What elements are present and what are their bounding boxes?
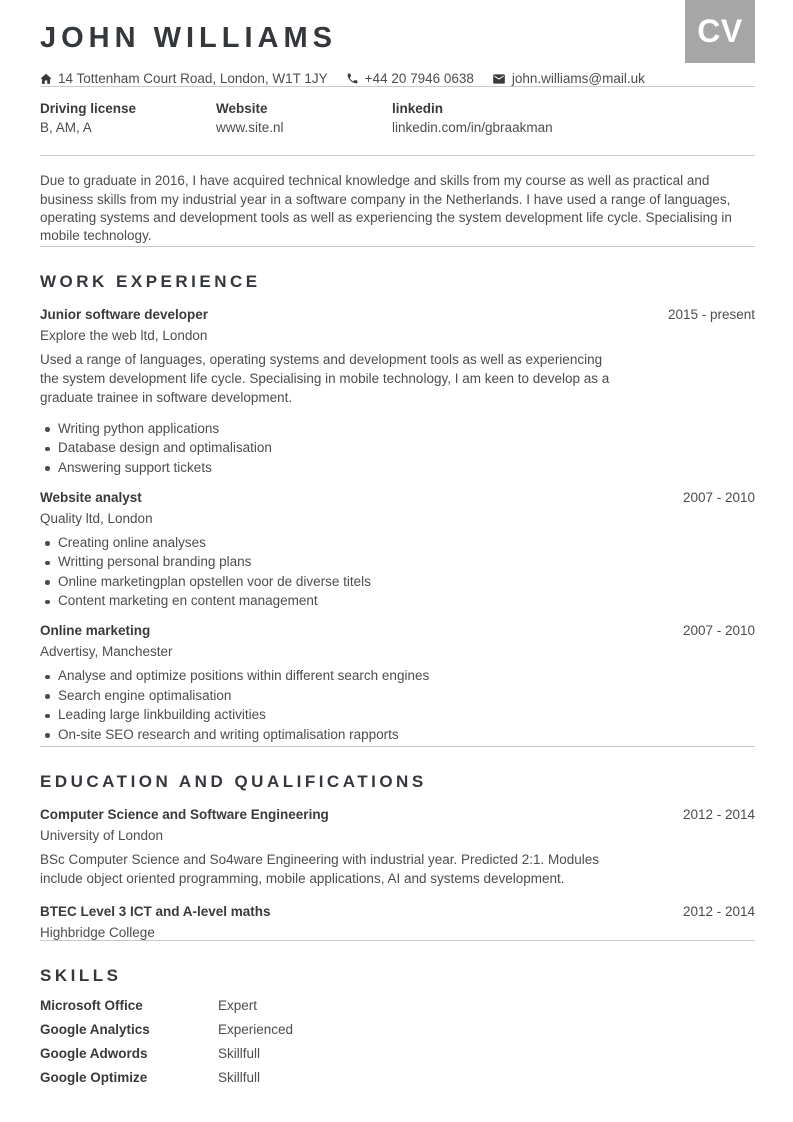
skill-level: Experienced	[218, 1022, 294, 1038]
detail-column	[40, 101, 216, 135]
bullet-item: Writting personal branding plans	[40, 554, 755, 569]
skill-row	[40, 1070, 755, 1085]
education-entry	[40, 807, 755, 889]
bullet-item: On-site SEO research and writing optimalisation rapports	[40, 727, 755, 742]
profile-summary: Due to graduate in 2016, I have acquired technical knowledge and skills from my course as well as practical and business skills from my industrial year in a software company in the Netherlands. I have used a range of languages, operating systems and development tools as well as experiencing the system development life cycle. Specialising in mobile technology.	[40, 173, 732, 244]
bullet-item: Online marketingplan opstellen voor de diverse titels	[40, 574, 755, 589]
home-icon	[40, 73, 52, 85]
detail-label: linkedin	[392, 101, 444, 117]
cv-logo-text: CV	[697, 13, 743, 49]
job-period: 2015 - present	[667, 306, 755, 322]
education-period: 2012 - 2014	[682, 807, 755, 823]
bullet-item: Content marketing en content management	[40, 593, 755, 608]
job-title-row	[40, 490, 755, 505]
education-period: 2012 - 2014	[682, 904, 755, 920]
detail-label: Website	[216, 101, 268, 117]
job-title: Junior software developer	[40, 306, 209, 322]
job-period: 2007 - 2010	[682, 623, 755, 639]
job-company: Explore the web ltd, London	[40, 327, 208, 343]
divider	[40, 155, 755, 156]
phone-icon	[346, 72, 359, 85]
job-bullets	[40, 421, 755, 475]
education-degree: Computer Science and Software Engineering	[40, 807, 329, 823]
detail-value: linkedin.com/in/gbraakman	[392, 120, 553, 136]
job-title: Website analyst	[40, 489, 142, 505]
skills-list	[40, 998, 755, 1085]
contact-row	[40, 71, 755, 86]
education-description: BSc Computer Science and So4ware Engineering with industrial year. Predicted 2:1. Modules include object oriented programming, mobile applications, AI and systems development.	[40, 852, 600, 887]
job-entry	[40, 623, 755, 742]
contact-email	[492, 71, 645, 86]
contact-phone	[346, 71, 474, 86]
divider	[40, 86, 755, 87]
divider	[40, 746, 755, 747]
detail-label: Driving license	[40, 101, 137, 117]
education-school: University of London	[40, 828, 164, 844]
contact-email-text: john.williams@mail.uk	[511, 71, 645, 87]
skill-name: Google Adwords	[40, 1046, 148, 1062]
skill-level: Skillfull	[218, 1070, 261, 1086]
education-title-row	[40, 904, 755, 919]
job-bullets	[40, 535, 755, 609]
skill-row	[40, 998, 755, 1013]
education-title-row	[40, 807, 755, 822]
contact-address-text: 14 Tottenham Court Road, London, W1T 1JY	[58, 71, 328, 87]
bullet-item: Leading large linkbuilding activities	[40, 707, 755, 722]
detail-value: B, AM, A	[40, 120, 92, 136]
bullet-item: Writing python applications	[40, 421, 755, 436]
skill-name: Google Optimize	[40, 1070, 148, 1086]
person-name: JOHN WILLIAMS	[40, 22, 337, 54]
education-list	[40, 807, 755, 940]
education-entry	[40, 904, 755, 940]
bullet-item: Creating online analyses	[40, 535, 755, 550]
envelope-icon	[492, 72, 506, 86]
job-list	[40, 307, 755, 742]
detail-column	[392, 101, 568, 135]
skill-name: Microsoft Office	[40, 998, 143, 1014]
skill-row	[40, 1046, 755, 1061]
cv-header	[40, 13, 755, 87]
bullet-item: Analyse and optimize positions within different search engines	[40, 668, 755, 683]
job-company: Advertisy, Manchester	[40, 644, 173, 660]
job-title-row	[40, 307, 755, 322]
work-experience-title: WORK EXPERIENCE	[40, 271, 261, 291]
job-title: Online marketing	[40, 623, 151, 639]
divider	[40, 940, 755, 941]
skills-title: SKILLS	[40, 966, 122, 986]
skill-name: Google Analytics	[40, 1022, 150, 1038]
job-entry	[40, 490, 755, 609]
skill-row	[40, 1022, 755, 1037]
skills-section	[40, 966, 755, 1085]
job-title-row	[40, 623, 755, 638]
details-row	[40, 101, 755, 135]
skill-level: Expert	[218, 998, 258, 1014]
job-description: Used a range of languages, operating systems and development tools as well as experiencing the system development life cycle. Specialising in mobile technology, I am keen to develop as a graduate trainee in software development.	[40, 351, 610, 405]
detail-value: www.site.nl	[216, 120, 284, 136]
work-experience-section	[40, 272, 755, 742]
bullet-item: Database design and optimalisation	[40, 440, 755, 455]
bullet-item: Answering support tickets	[40, 460, 755, 475]
job-entry	[40, 307, 755, 475]
job-company: Quality ltd, London	[40, 510, 153, 526]
cv-logo	[685, 0, 755, 63]
bullet-item: Search engine optimalisation	[40, 688, 755, 703]
contact-address	[40, 71, 328, 86]
education-degree: BTEC Level 3 ICT and A-level maths	[40, 904, 271, 920]
job-period: 2007 - 2010	[682, 489, 755, 505]
education-school: Highbridge College	[40, 925, 155, 941]
education-section	[40, 772, 755, 940]
education-title: EDUCATION AND QUALIFICATIONS	[40, 772, 427, 792]
skill-level: Skillfull	[218, 1046, 261, 1062]
job-bullets	[40, 668, 755, 742]
divider	[40, 246, 755, 247]
detail-column	[216, 101, 392, 135]
contact-phone-text: +44 20 7946 0638	[364, 71, 474, 87]
